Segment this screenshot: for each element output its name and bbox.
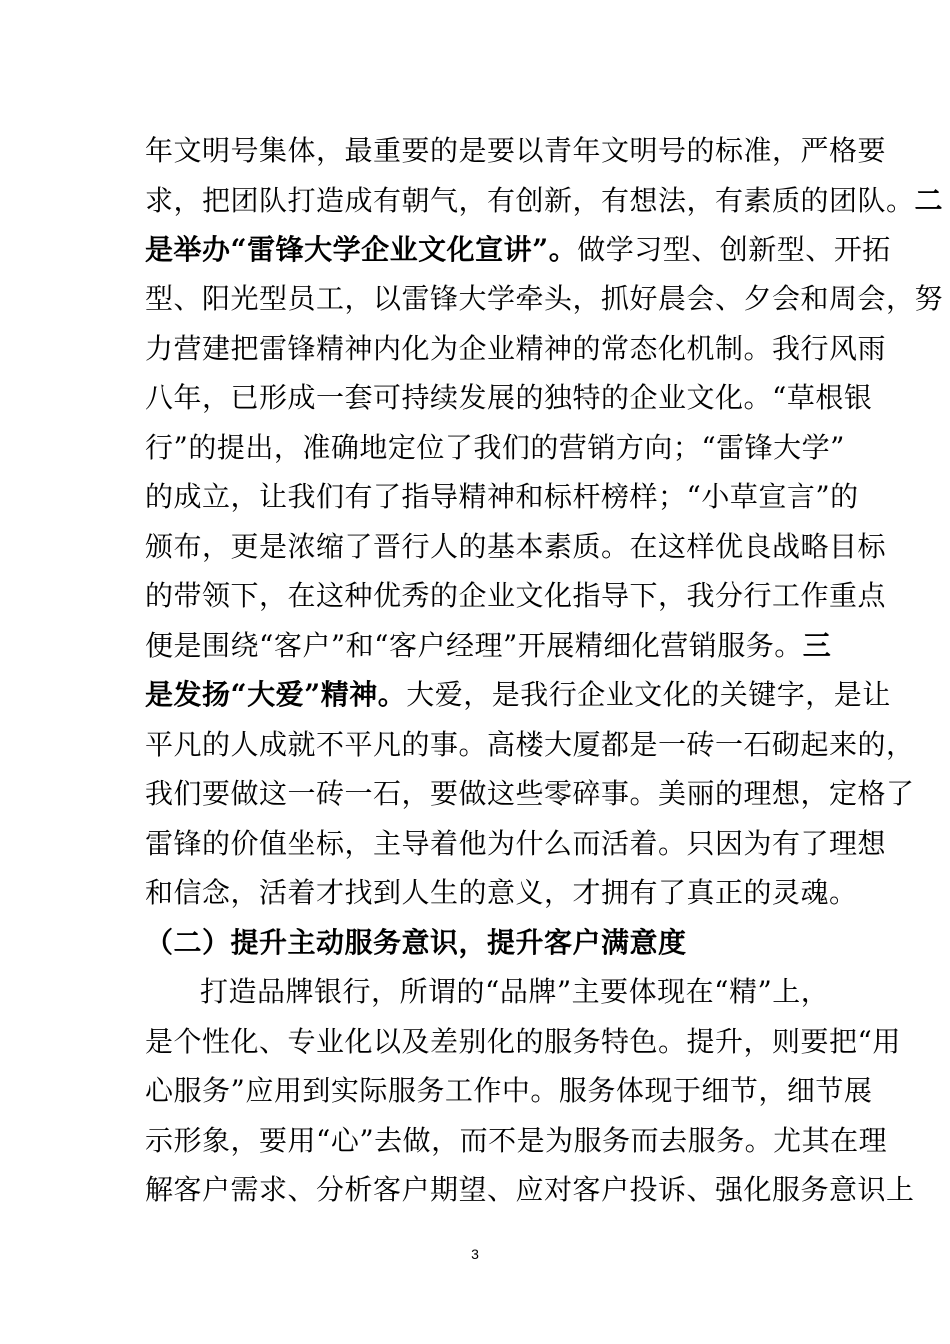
bold-lead-phrase: 是发扬“大爱”精神。 xyxy=(145,678,407,711)
paragraph-line: 雷锋的价值坐标，主导着他为什么而活着。只因为有了理想 xyxy=(145,827,887,860)
paragraph-line xyxy=(145,230,891,270)
bold-marker: 三 xyxy=(802,629,832,662)
paragraph-line: 心服务”应用到实际服务工作中。服务体现于细节，细节展 xyxy=(145,1074,873,1107)
paragraph-line: 示形象，要用“心”去做，而不是为服务而去服务。尤其在理 xyxy=(145,1124,888,1157)
paragraph-line: 的成立，让我们有了指导精神和标杆榜样；“小草宣言”的 xyxy=(145,480,859,513)
paragraph-line: 的带领下，在这种优秀的企业文化指导下，我分行工作重点 xyxy=(145,579,887,612)
paragraph-line: 八年，已形成一套可持续发展的独特的企业文化。“草根银 xyxy=(145,381,873,414)
paragraph-line: 平凡的人成就不平凡的事。高楼大厦都是一砖一石砌起来的， xyxy=(145,728,915,761)
paragraph-line: 和信念，活着才找到人生的意义，才拥有了真正的灵魂。 xyxy=(145,876,858,909)
page-number: 3 xyxy=(471,1246,479,1262)
paragraph-line: 打造品牌银行，所谓的“品牌”主要体现在“精”上， xyxy=(200,975,830,1008)
paragraph-line: 力营建把雷锋精神内化为企业精神的常态化机制。我行风雨 xyxy=(145,332,887,365)
paragraph-line: 型、阳光型员工，以雷锋大学牵头，抓好晨会、夕会和周会，努 xyxy=(145,282,944,315)
bold-lead-phrase: 是举办“雷锋大学企业文化宣讲”。 xyxy=(145,233,578,266)
paragraph-line: 是个性化、专业化以及差别化的服务特色。提升，则要把“用 xyxy=(145,1025,901,1058)
paragraph-line xyxy=(145,626,832,666)
paragraph-line: 颁布，更是浓缩了晋行人的基本素质。在这样优良战略目标 xyxy=(145,530,887,563)
paragraph-line: 我们要做这一砖一石，要做这些零碎事。美丽的理想，定格了 xyxy=(145,777,915,810)
paragraph-line xyxy=(145,675,891,715)
line-text: 便是围绕“客户”和“客户经理”开展精细化营销服务。 xyxy=(145,629,803,662)
paragraph-line: 行”的提出，准确地定位了我们的营销方向；“雷锋大学” xyxy=(145,431,845,464)
paragraph-line xyxy=(145,181,944,221)
line-text: 求，把团队打造成有朝气，有创新，有想法，有素质的团队。 xyxy=(145,184,915,217)
paragraph-line: 解客户需求、分析客户期望、应对客户投诉、强化服务意识上 xyxy=(145,1173,915,1206)
section-heading: （二）提升主动服务意识，提升客户满意度 xyxy=(145,926,687,959)
paragraph-line: 年文明号集体，最重要的是要以青年文明号的标准，严格要 xyxy=(145,134,887,167)
line-text: 大爱，是我行企业文化的关键字，是让 xyxy=(406,678,891,711)
bold-marker: 二 xyxy=(914,184,944,217)
line-text: 做学习型、创新型、开拓 xyxy=(577,233,891,266)
